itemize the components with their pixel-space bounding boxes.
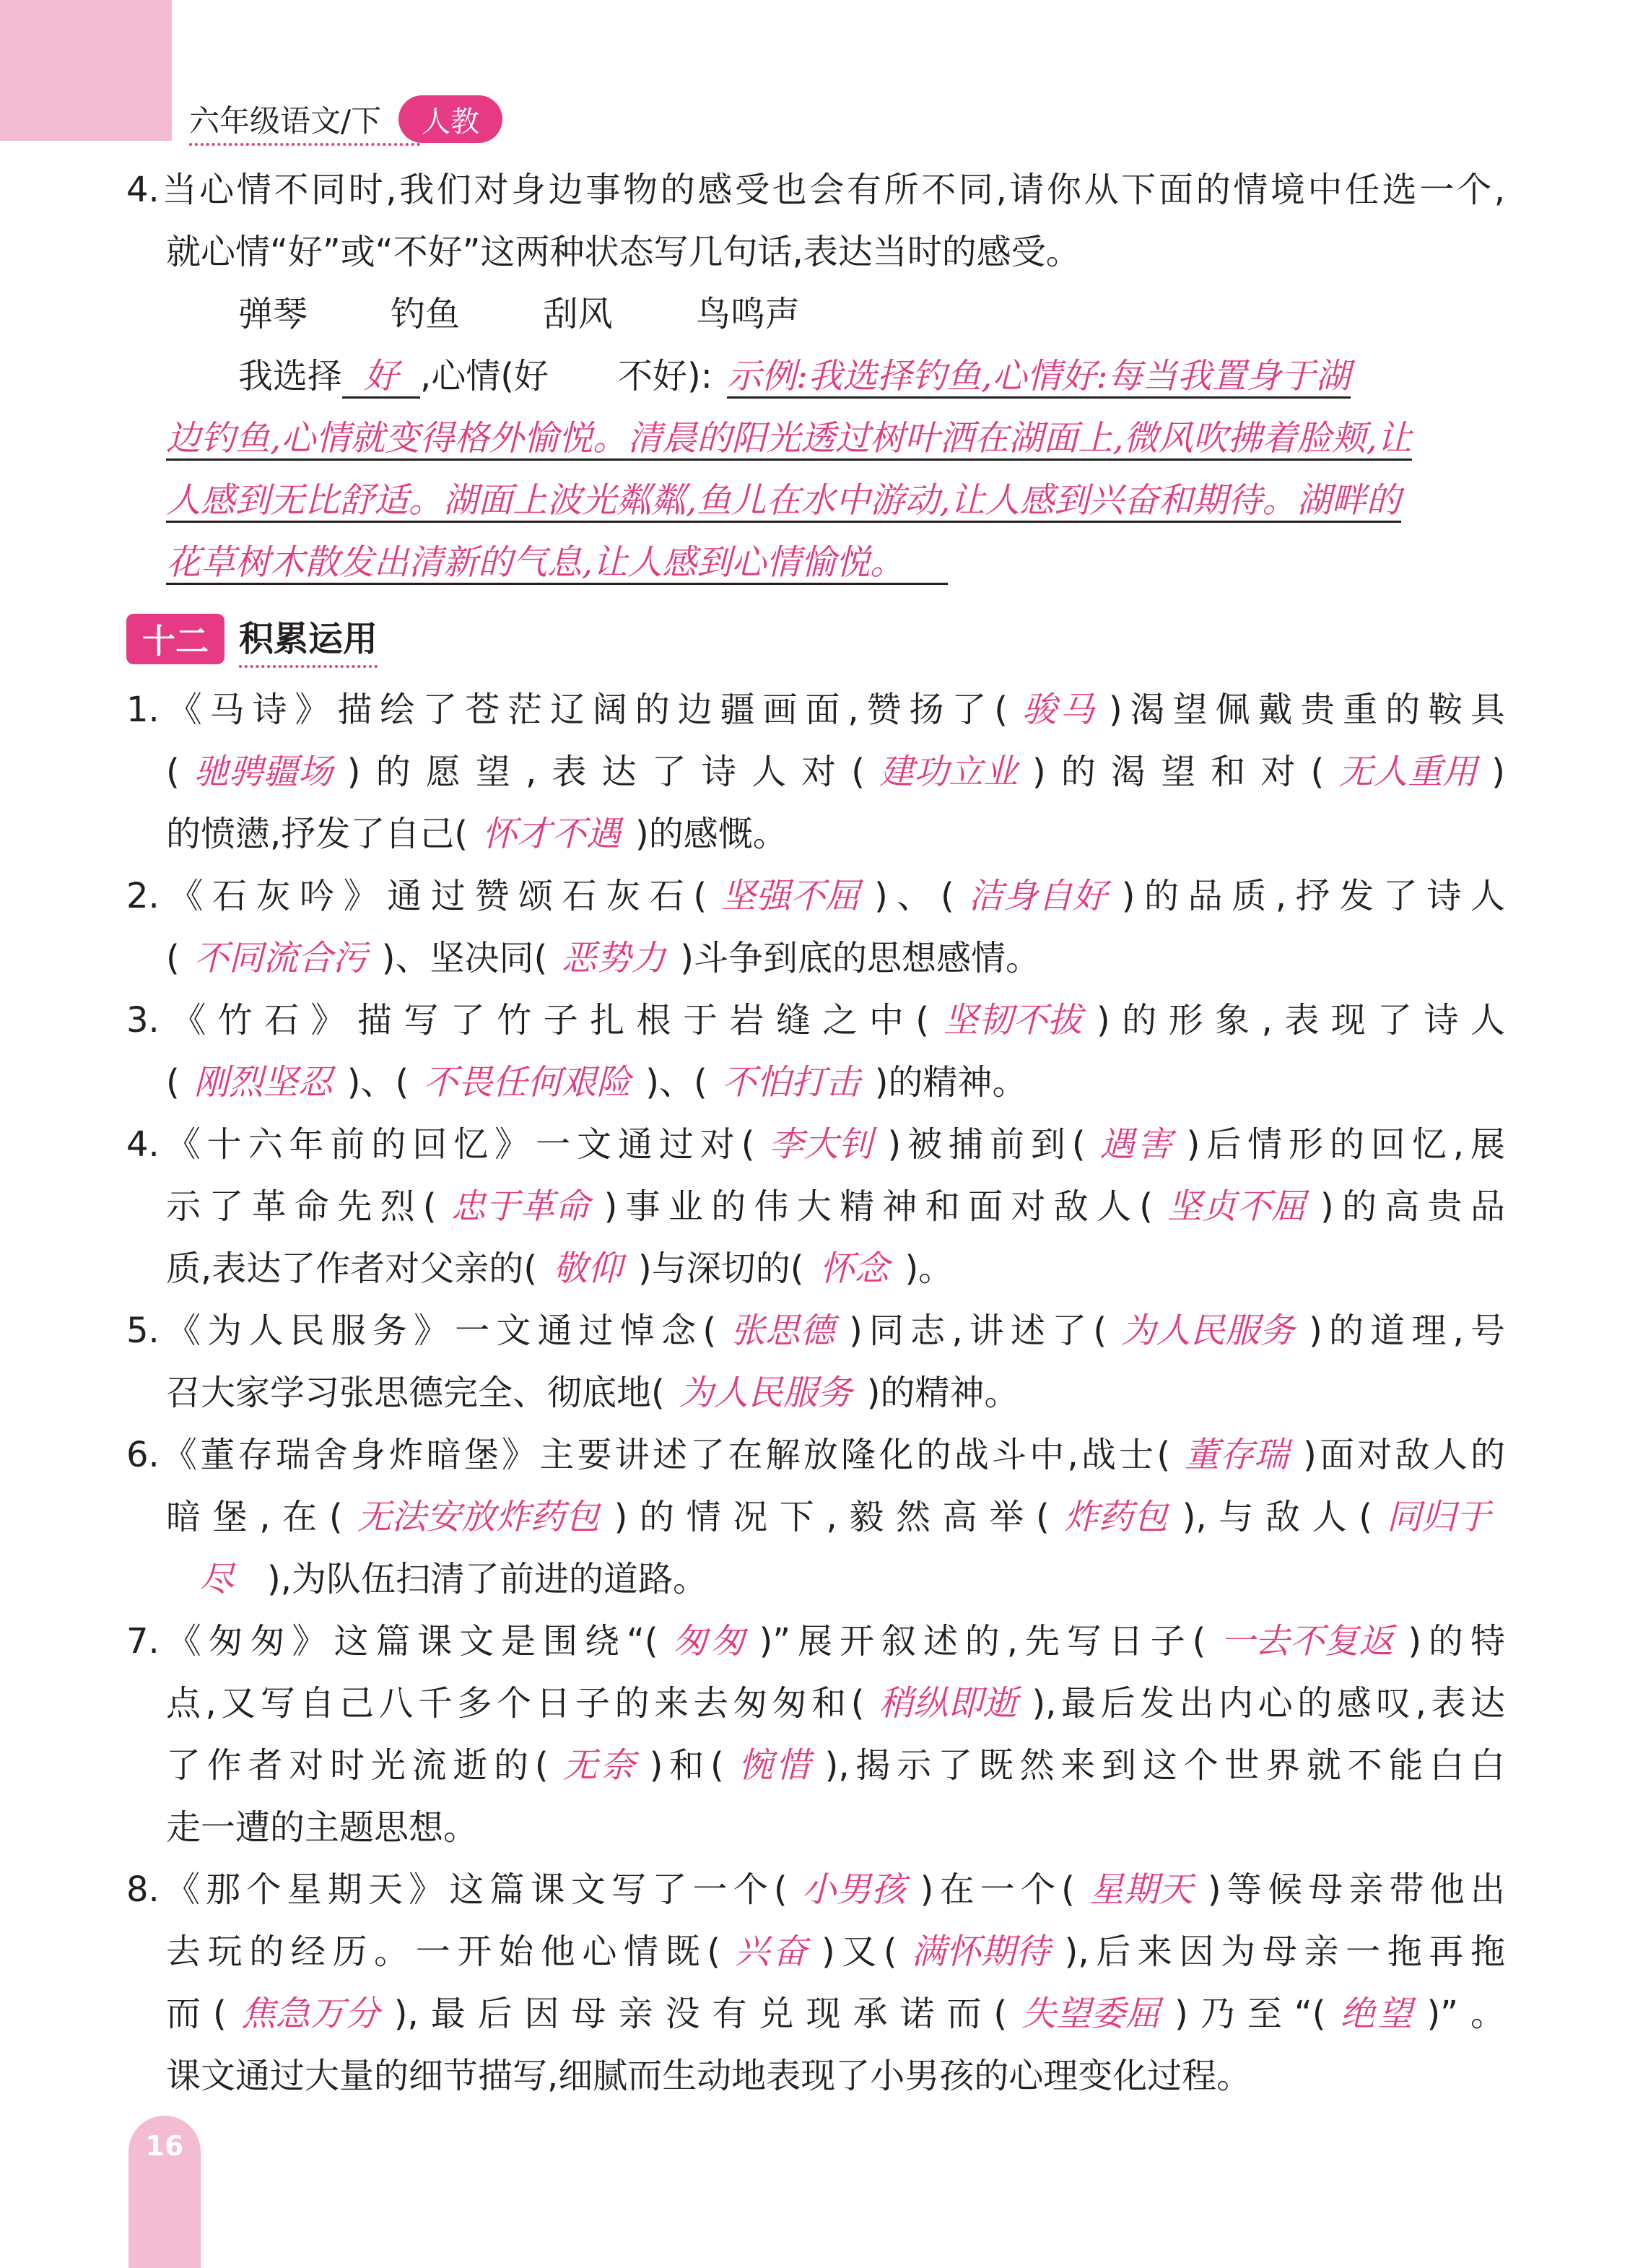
question-text: 去玩的经历。一开始他心情既( [166, 1932, 720, 1972]
question-text: )、( [645, 1062, 707, 1103]
question-list [126, 679, 1505, 2107]
answer-fill: 骏马 [1022, 690, 1095, 730]
question-text: )、( [874, 876, 954, 916]
question-item [126, 1424, 1505, 1610]
answer-fill: 炸药包 [1063, 1497, 1168, 1537]
question-text: )、( [347, 1062, 409, 1103]
q4-selection-line [126, 345, 1505, 407]
question-text: )被捕前到( [887, 1124, 1086, 1165]
question-item [126, 1113, 1505, 1300]
question-text: )的渴望和对( [1032, 752, 1325, 792]
question-text: )的精神。 [866, 1373, 1019, 1413]
question-text: 7.《匆匆》这篇课文是围绕“( [126, 1621, 658, 1661]
question-item [126, 989, 1505, 1113]
answer-fill: 怀念 [819, 1248, 889, 1289]
question-text: )和( [649, 1745, 724, 1786]
choice-item: 鸟鸣声 [695, 294, 800, 334]
question-line [126, 1548, 1505, 1610]
question-text: )”展开叙述的,先写日子( [759, 1621, 1206, 1661]
question-line [126, 803, 1505, 865]
answer-fill: 遇害 [1099, 1124, 1172, 1165]
question-text: ),为队伍扫清了前进的道路。 [267, 1559, 707, 1599]
q4-prompt-line-1: 4.当心情不同时,我们对身边事物的感受也会有所不同,请你从下面的情境中任选一个, [126, 170, 1505, 210]
answer-fill: 无奈 [562, 1745, 635, 1786]
question-item [126, 865, 1505, 989]
question-line [126, 1424, 1505, 1486]
answer-fill: 绝望 [1340, 1994, 1413, 2034]
answer-fill: 建功立业 [879, 752, 1018, 792]
question-line [126, 1362, 1505, 1424]
question-text: ( [166, 752, 180, 792]
answer-fill: 坚强不屈 [721, 876, 860, 916]
question-line [126, 1859, 1505, 1921]
question-line [126, 865, 1505, 927]
question-line [126, 989, 1505, 1051]
question-text: ) [1491, 752, 1505, 792]
header-divider [189, 143, 420, 146]
answer-fill: 坚贞不屈 [1167, 1186, 1307, 1227]
page-header [189, 90, 502, 148]
question-line [126, 1176, 1505, 1238]
question-text: )同志,讲述了( [849, 1311, 1107, 1351]
question-line [126, 927, 1505, 989]
mood-label: ,心情(好 不好): [420, 356, 712, 396]
question-text: )乃至“( [1174, 1994, 1326, 2034]
select-prefix: 我选择 [238, 356, 343, 396]
question-text: )的形象,表现了诗人 [1097, 1000, 1505, 1040]
question-text: )”。 [1426, 1994, 1506, 2034]
answer-fill: 惋惜 [738, 1745, 811, 1786]
question-text: 课文通过大量的细节描写,细腻而生动地表现了小男孩的心理变化过程。 [166, 2056, 1252, 2096]
question-text: )面对敌人的 [1303, 1435, 1505, 1475]
question-line [126, 1796, 1505, 1859]
question-text: 的愤懑,抒发了自己( [166, 814, 468, 854]
question-text: )的精神。 [874, 1062, 1027, 1103]
question-line [126, 2045, 1505, 2107]
choice-item: 刮风 [543, 294, 613, 334]
question-item [126, 1610, 1505, 1859]
grade-subject-label: 六年级语文/下 [189, 103, 382, 139]
question-text: )事业的伟大精神和面对敌人( [603, 1186, 1154, 1227]
answer-fill: 同归于 [1386, 1497, 1491, 1537]
q4-answer-row [126, 407, 1505, 469]
answer-fill: 张思德 [731, 1311, 835, 1351]
answer-fill: 星期天 [1089, 1869, 1193, 1910]
question-line [126, 1486, 1505, 1548]
answer-fill: 刚烈坚忍 [193, 1062, 333, 1103]
question-text: ( [166, 1062, 180, 1103]
question-text: )等候母亲带他出 [1207, 1869, 1505, 1910]
question-text: )渴望佩戴贵重的鞍具 [1109, 690, 1505, 730]
question-text: 2.《石灰吟》通过赞颂石灰石( [126, 876, 707, 916]
question-text: 点,又写自己八千多个日子的来去匆匆和( [166, 1683, 865, 1724]
answer-fill: 焦急万分 [240, 1994, 380, 2034]
question-text: 暗堡,在( [166, 1497, 343, 1537]
question-text: 6.《董存瑞舍身炸暗堡》主要讲述了在解放隆化的战斗中,战士( [126, 1435, 1171, 1475]
q4-answer-line-1: 示例:我选择钓鱼,心情好:每当我置身于湖 [727, 356, 1351, 399]
q4-prompt-line-2: 就心情“好”或“不好”这两种状态写几句话,表达当时的感受。 [166, 232, 1081, 272]
question-line [126, 1051, 1505, 1113]
question-text: )的特 [1408, 1621, 1505, 1661]
q4-answer-line-3: 人感到无比舒适。湖面上波光粼粼,鱼儿在水中游动,让人感到兴奋和期待。湖畔的 [166, 480, 1401, 523]
question-text: )、坚决同( [381, 938, 548, 978]
question-text: 5.《为人民服务》一文通过悼念( [126, 1311, 717, 1351]
answer-fill: 稍纵即逝 [879, 1683, 1018, 1724]
answer-fill: 为人民服务 [679, 1373, 853, 1413]
section-number: 十二 [126, 614, 225, 664]
answer-fill: 不同流合污 [193, 938, 367, 978]
selected-mood-answer: 好 [342, 356, 420, 399]
answer-fill: 匆匆 [672, 1621, 745, 1661]
answer-fill: 满怀期待 [911, 1932, 1050, 1972]
answer-fill: 无法安放炸药包 [357, 1497, 600, 1537]
answer-fill: 李大钊 [769, 1124, 873, 1165]
answer-fill: 洁身自好 [968, 876, 1107, 916]
question-line [126, 1983, 1505, 2045]
question-text: )的感慨。 [635, 814, 788, 854]
answer-fill: 兴奋 [734, 1932, 807, 1972]
question-text: )的道理,号 [1309, 1311, 1505, 1351]
question-item [126, 1859, 1505, 2107]
answer-fill: 怀才不遇 [482, 814, 622, 854]
question-text: ),与敌人( [1182, 1497, 1372, 1537]
question-line [126, 1672, 1505, 1734]
choice-item: 钓鱼 [391, 294, 461, 334]
q4-answer-row [126, 531, 1505, 594]
question-text: 召大家学习张思德完全、彻底地( [166, 1373, 665, 1413]
question-line [126, 1113, 1505, 1176]
answer-fill: 坚韧不拔 [943, 1000, 1083, 1040]
question-line [126, 1610, 1505, 1672]
question-text: 8.《那个星期天》这篇课文写了一个( [126, 1869, 788, 1910]
edition-badge: 人教 [398, 95, 502, 143]
question-text: ),后来因为母亲一拖再拖 [1064, 1932, 1505, 1972]
question-line [126, 1300, 1505, 1362]
choice-item: 弹琴 [238, 294, 308, 334]
answer-fill: 董存瑞 [1185, 1435, 1289, 1475]
question-text: )的高贵品 [1320, 1186, 1505, 1227]
question-line [126, 1734, 1505, 1796]
answer-fill: 为人民服务 [1121, 1311, 1295, 1351]
answer-fill: 无人重用 [1338, 752, 1478, 792]
answer-fill: 不畏任何艰险 [423, 1062, 632, 1103]
answer-fill: 敬仰 [552, 1248, 622, 1289]
answer-fill: 尽 [199, 1559, 234, 1599]
question-text: )后情形的回忆,展 [1186, 1124, 1505, 1165]
question-text: )斗争到底的思想感情。 [680, 938, 1040, 978]
question-line [126, 741, 1505, 803]
section-title: 积累运用 [239, 611, 378, 668]
answer-fill: 不怕打击 [721, 1062, 860, 1103]
q4-answer-row [126, 469, 1505, 531]
question-text: )的品质,抒发了诗人 [1121, 876, 1505, 916]
question-text: 1.《马诗》描绘了苍茫辽阔的边疆画面,赞扬了( [126, 690, 1008, 730]
question-text: ),揭示了既然来到这个世界就不能白白 [824, 1745, 1505, 1786]
q4-answer-line-4: 花草树木散发出清新的气息,让人感到心情愉悦。 [166, 542, 948, 585]
question-text: ),最后因母亲没有兑现承诺而( [393, 1994, 1008, 2034]
question-text: )又( [821, 1932, 897, 1972]
section-header [126, 599, 1505, 679]
answer-fill: 忠于革命 [450, 1186, 590, 1227]
page-number: 16 [145, 2130, 184, 2162]
question-line [126, 1921, 1505, 1983]
answer-fill: 失望委屈 [1021, 1994, 1161, 2034]
answer-fill: 小男孩 [801, 1869, 906, 1910]
question-text: )在一个( [920, 1869, 1075, 1910]
question-text: ( [166, 938, 180, 978]
question-text: )。 [905, 1248, 954, 1289]
question-text: 而( [166, 1994, 227, 2034]
question-text: 了作者对时光流逝的( [166, 1745, 549, 1786]
question-text: ),最后发出内心的感叹,表达 [1032, 1683, 1505, 1724]
q4-answer-line-2: 边钓鱼,心情就变得格外愉悦。清晨的阳光透过树叶洒在湖面上,微风吹拂着脸颊,让 [166, 418, 1412, 461]
corner-tab [0, 0, 172, 141]
question-text: 质,表达了作者对父亲的( [166, 1248, 537, 1289]
question-text: )的愿望,表达了诗人对( [347, 752, 865, 792]
question-text: 示了革命先烈( [166, 1186, 437, 1227]
question-text: 走一遭的主题思想。 [166, 1807, 479, 1848]
question-text: )的情况下,毅然高举( [614, 1497, 1050, 1537]
answer-fill: 恶势力 [562, 938, 666, 978]
q4-choices [126, 283, 1505, 345]
question-text: )与深切的( [638, 1248, 804, 1289]
answer-fill: 驰骋疆场 [193, 752, 333, 792]
question-line [126, 679, 1505, 741]
question-item [126, 679, 1505, 865]
question-text: 3.《竹石》描写了竹子扎根于岩缝之中( [126, 1000, 930, 1040]
answer-fill: 一去不复返 [1220, 1621, 1394, 1661]
question-text: 4.《十六年前的回忆》一文通过对( [126, 1124, 755, 1165]
question-line [126, 1238, 1505, 1300]
question-item [126, 1300, 1505, 1424]
worksheet-content [126, 159, 1505, 2107]
